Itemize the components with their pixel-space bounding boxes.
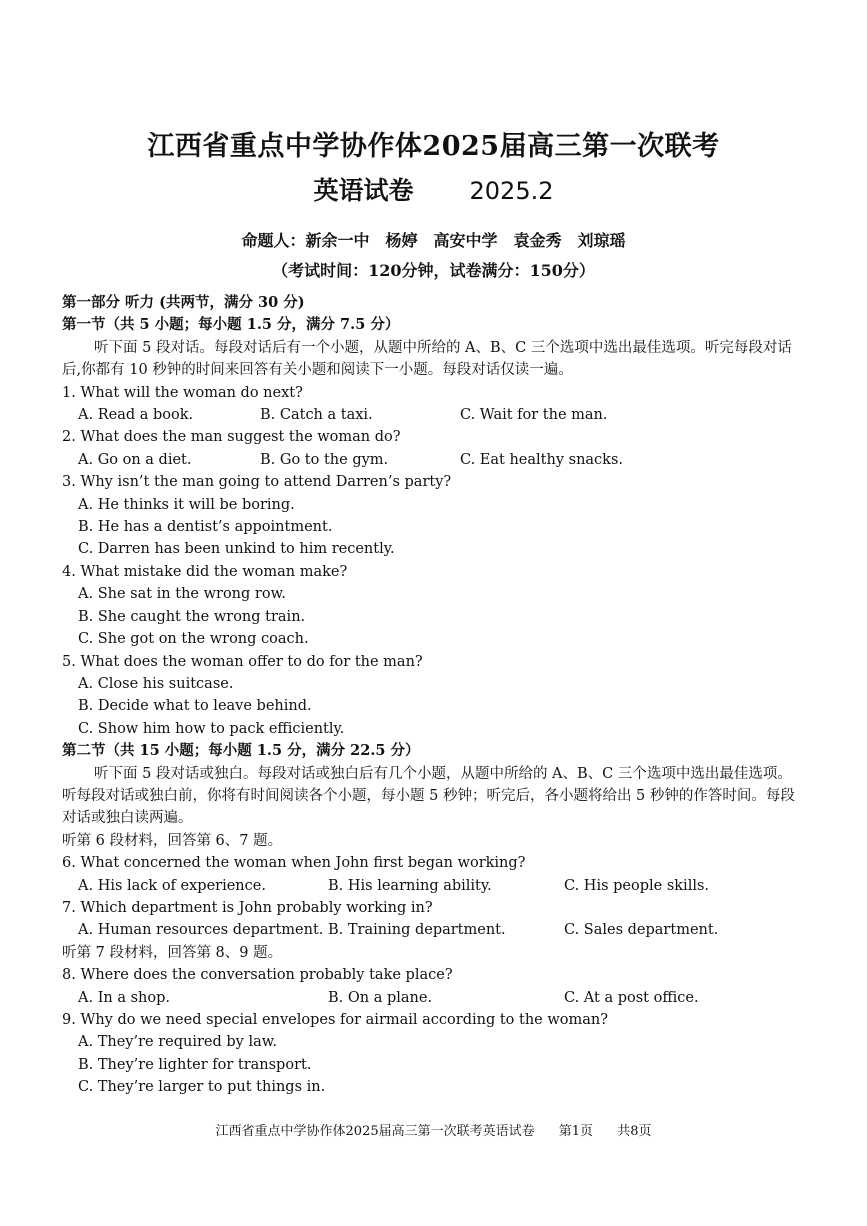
section1-heading: 第一节（共 5 小题；每小题 1.5 分，满分 7.5 分） [62,316,400,334]
question-7: 7. Which department is John probably working in? [62,899,433,916]
option-a: A. She sat in the wrong row. [78,586,286,603]
option-c: C. Wait for the man. [460,407,608,424]
page-footer [0,1120,867,1139]
option-c: C. Sales department. [564,922,719,939]
option-a: A. His lack of experience. [78,877,266,894]
question-4: 4. What mistake did the woman make? [62,563,348,580]
option-a: A. Read a book. [78,407,194,424]
option-b: B. He has a dentist’s appointment. [78,519,333,536]
option-c: C. Show him how to pack efficiently. [78,720,345,737]
option-c: C. His people skills. [564,877,710,894]
question-6: 6. What concerned the woman when John first began working? [62,855,526,872]
question-5: 5. What does the woman offer to do for the man? [62,653,423,670]
option-b: B. On a plane. [328,989,433,1006]
option-b: B. Catch a taxi. [260,407,373,424]
option-a: A. Human resources department. [78,922,324,939]
exam-title: 江西省重点中学协作体2025届高三第一次联考 [147,131,720,162]
exam-authors: 命题人：新余一中 杨婷 高安中学 袁金秀 刘琼瑶 [241,231,626,250]
option-a: A. In a shop. [78,989,171,1006]
option-b: B. They’re lighter for transport. [78,1056,312,1073]
question-3: 3. Why isn’t the man going to attend Darren’s party? [62,474,452,491]
option-a: A. He thinks it will be boring. [78,496,295,513]
question-2: 2. What does the man suggest the woman do? [62,429,401,446]
option-c: C. At a post office. [564,989,699,1006]
question-8-options [62,987,805,1009]
option-b: B. His learning ability. [328,877,492,894]
option-a: A. Go on a diet. [78,451,192,468]
footer-page-number: 第1页 [558,1124,594,1139]
option-c: C. Darren has been unkind to him recently. [78,541,395,558]
option-b: B. She caught the wrong train. [78,608,306,625]
material-6-note: 听第 6 段材料，回答第 6、7 题。 [62,832,283,849]
section2-instructions: 听下面 5 段对话或独白。每段对话或独白后有几个小题，从题中所给的 A、B、C 三个选项中选出最佳选项。听每段对话或独白前，你将有时间阅读各个小题，每小题 5 秒钟；听完后，各小题将给出 5 秒钟的作答时间。每段对话或独白读两遍。 [62,765,795,827]
exam-info: （考试时间：120分钟，试卷满分：150分） [272,261,595,280]
option-c: C. She got on the wrong coach. [78,631,309,648]
exam-content [62,292,805,1099]
section2-heading: 第二节（共 15 小题；每小题 1.5 分，满分 22.5 分） [62,742,420,760]
exam-date: 2025.2 [469,177,554,205]
option-b: B. Training department. [328,922,506,939]
option-c: C. Eat healthy snacks. [460,451,624,468]
question-2-options [62,449,805,471]
option-a: A. Close his suitcase. [78,675,234,692]
section1-instructions: 听下面 5 段对话。每段对话后有一个小题，从题中所给的 A、B、C 三个选项中选出最佳选项。听完每段对话后,你都有 10 秒钟的时间来回答有关小题和阅读下一小题。每段对话仅读一遍。 [62,339,792,379]
question-1: 1. What will the woman do next? [62,384,303,401]
exam-subtitle [0,171,867,207]
question-6-options [62,875,805,897]
part1-heading: 第一部分 听力 (共两节，满分 30 分) [62,294,305,311]
option-b: B. Decide what to leave behind. [78,698,312,715]
option-b: B. Go to the gym. [260,451,389,468]
subject-title: 英语试卷 [313,176,414,205]
question-7-options [62,919,805,941]
question-1-options [62,404,805,426]
option-c: C. They’re larger to put things in. [78,1079,326,1096]
material-7-note: 听第 7 段材料，回答第 8、9 题。 [62,944,283,961]
option-a: A. They’re required by law. [78,1034,278,1051]
question-9: 9. Why do we need special envelopes for airmail according to the woman? [62,1012,609,1028]
footer-total-pages: 共8页 [617,1124,652,1139]
question-8: 8. Where does the conversation probably take place? [62,967,453,984]
footer-exam-name: 江西省重点中学协作体2025届高三第一次联考英语试卷 [215,1124,535,1139]
